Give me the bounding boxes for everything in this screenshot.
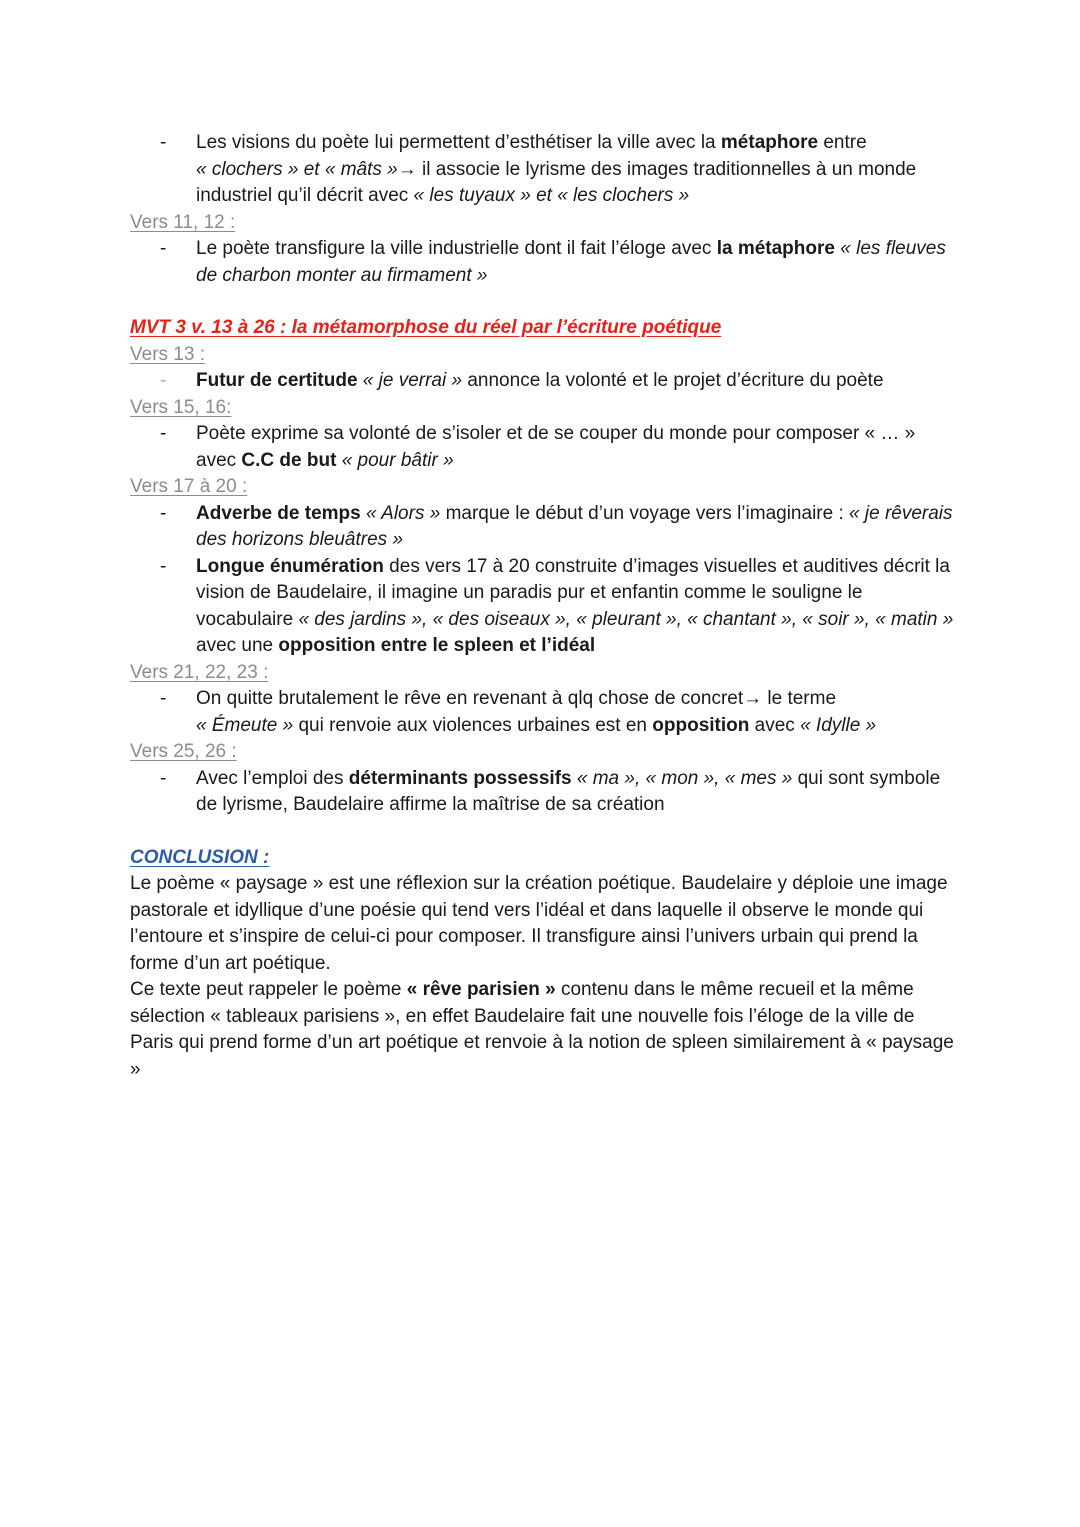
bullet-dash: -: [160, 555, 167, 577]
document-page: [130, 130, 960, 1083]
quote: « Idylle »: [800, 714, 877, 736]
bullet-determinants-possessifs: [130, 766, 960, 819]
bullet-visions-poete: [130, 130, 960, 210]
verse-heading: Vers 25, 26 :: [130, 741, 237, 762]
bold-term: la métaphore: [716, 238, 835, 259]
quote: « les tuyaux » et « les clochers »: [413, 185, 690, 206]
bullet-dash: -: [160, 132, 167, 153]
bullet-futur-certitude: [130, 368, 960, 395]
bold-term: opposition entre le spleen et l’idéal: [278, 635, 596, 656]
bullet-isolement: [130, 421, 960, 474]
bullet-transfigure-ville: [130, 236, 960, 289]
text: qui renvoie aux violences urbaines est en: [293, 714, 653, 736]
bullet-dash: -: [160, 238, 167, 259]
quote: « des jardins », « des oiseaux », « pleurant », « chantant », « soir », « matin »: [298, 608, 954, 630]
verse-heading: Vers 11, 12 :: [130, 211, 236, 233]
text: Le poète transfigure la ville industrielle dont il fait l’éloge avec: [196, 238, 717, 259]
quote: « ma », « mon », « mes »: [576, 767, 793, 789]
bullet-dash: -: [160, 688, 167, 709]
verse-heading: Vers 15, 16:: [130, 396, 232, 418]
verse-heading: Vers 21, 22, 23 :: [130, 661, 269, 683]
bullet-adverbe-temps: [130, 501, 960, 554]
bullet-dash: -: [160, 767, 167, 789]
bullet-dash: -: [160, 370, 167, 391]
bold-term: opposition: [652, 714, 750, 736]
quote: « les fleuves de charbon monter au firmament »: [196, 238, 946, 286]
bold-term: Adverbe de temps: [196, 502, 361, 524]
quote: « Émeute »: [196, 714, 294, 736]
text: marque le début d’un voyage vers l’imaginaire :: [440, 502, 850, 524]
text: Avec l’emploi des: [196, 767, 349, 789]
bold-term: C.C de but: [241, 449, 337, 471]
bold-term: métaphore: [720, 132, 819, 153]
text: Les visions du poète lui permettent d’esthétiser la ville avec la: [196, 132, 721, 153]
text: → il associe le lyrisme des images traditionnelles à un monde industriel qu’il décrit avec: [196, 158, 917, 206]
bullet-dash: -: [160, 423, 167, 444]
bullet-dash: -: [160, 502, 167, 524]
quote: « Alors »: [366, 502, 441, 524]
quote: « je rêverais des horizons bleuâtres »: [196, 502, 953, 550]
quote: « pour bâtir »: [341, 449, 454, 471]
text: entre: [818, 132, 867, 153]
text: qui sont symbole de lyrisme, Baudelaire affirme la maîtrise de sa création: [196, 767, 941, 815]
text: Ce texte peut rappeler le poème: [130, 979, 407, 1000]
bullet-longue-enumeration: [130, 554, 960, 660]
text: Poète exprime sa volonté de s’isoler et de se couper du monde pour composer « … » avec: [196, 423, 916, 471]
bullet-emeute-idylle: [130, 686, 960, 739]
bold-term: « rêve parisien »: [406, 979, 556, 1000]
quote: « je verrai »: [362, 370, 463, 391]
bold-term: déterminants possessifs: [348, 767, 572, 789]
section-heading-conclusion: CONCLUSION :: [130, 846, 270, 868]
conclusion-paragraph-2: [130, 977, 960, 1083]
section-heading-mvt3: MVT 3 v. 13 à 26 : la métamorphose du réel par l’écriture poétique: [130, 317, 722, 338]
text: des vers 17 à 20 construite d’images visuelles et auditives décrit la vision de Baudelaire, il imagine un paradis pur et enfantin comme le souligne le vocabulaire: [196, 555, 950, 630]
quote: « clochers » et « mâts »: [196, 158, 398, 180]
bold-term: Futur de certitude: [196, 370, 358, 391]
bold-term: Longue énumération: [196, 555, 384, 577]
text: avec une: [196, 635, 279, 656]
conclusion-paragraph-1: Le poème « paysage » est une réflexion sur la création poétique. Baudelaire y déploie une image pastorale et idyllique d’une poésie qui tend vers l’idéal et dans laquelle il observe le monde qui l’entoure et s’inspire de celui-ci pour composer. Il transfigure ainsi l’univers urbain qui prend la forme d’un art poétique.: [130, 873, 948, 974]
text: avec: [749, 714, 801, 736]
verse-heading: Vers 13 :: [130, 343, 205, 365]
text: annonce la volonté et le projet d’écriture du poète: [462, 370, 884, 391]
text: contenu dans le même recueil et la même sélection « tableaux parisiens », en effet Baudelaire fait une nouvelle fois l’éloge de la ville de Paris qui prend forme d’un art poétique et renvoie à la notion de spleen similairement à « paysage »: [130, 979, 954, 1080]
verse-heading: Vers 17 à 20 :: [130, 476, 248, 497]
text: On quitte brutalement le rêve en revenant à qlq chose de concret→ le terme: [196, 688, 837, 709]
